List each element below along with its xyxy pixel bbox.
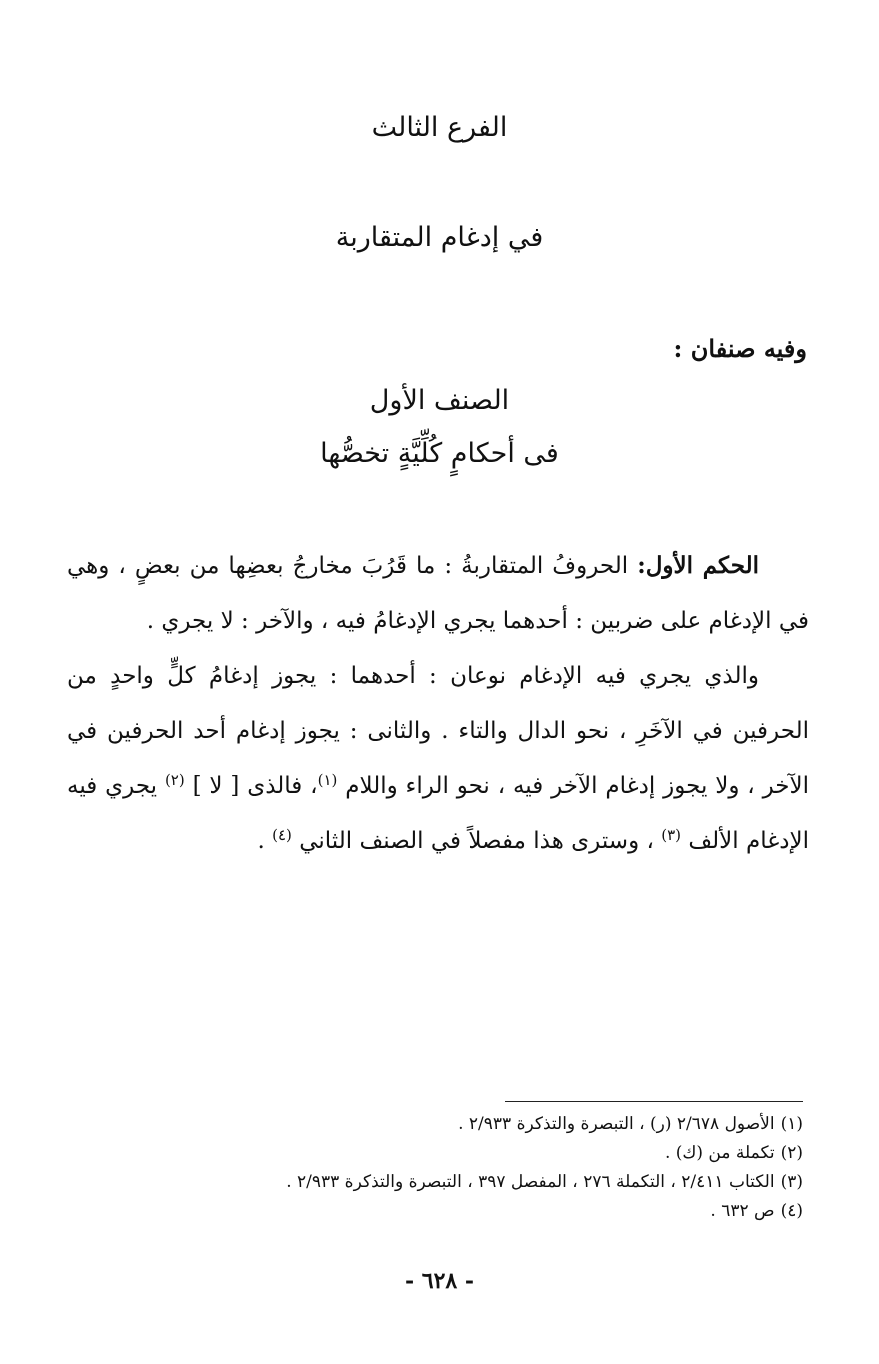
- page-number: - ٦٢٨ -: [404, 1268, 475, 1294]
- footnotes: [203, 1110, 803, 1226]
- footnote-item: [203, 1139, 803, 1168]
- paragraph-2-text-a: والذي يجري فيه الإدغام نوعان : أحدهما : يجوز إدغامُ كلٍّ واحدٍ من الحرفين في الآخَرِ ، نحو الدال والتاء . والثانى : يجوز إدغام أحد الحرفين في الآخر ، ولا يجوز إدغام الآخر فيه ، نحو الراء واللام: [67, 663, 810, 799]
- footnote-number: (٣): [780, 1172, 803, 1192]
- paragraph-1-text: الحروفُ المتقاربةُ : ما قَرُبَ مخارجُ بعضِها من بعضٍ ، وهي في الإدغام على ضربين : أحدهما يجري الإدغامُ فيه ، والآخر : لا يجري .: [67, 553, 809, 634]
- section-title: الصنف الأول: [369, 385, 510, 416]
- footnote-text: الكتاب ٢/٤١١ ، التكملة ٢٧٦ ، المفصل ٣٩٧ ، التبصرة والتذكرة ٢/٩٣٣ .: [286, 1172, 775, 1192]
- paragraph-2-text-e: .: [257, 828, 265, 854]
- footnote-text: تكملة من (ك) .: [664, 1143, 775, 1163]
- rule-label: الحكم الأول:: [637, 552, 759, 579]
- footnote-number: (٢): [780, 1143, 803, 1163]
- section-subtitle: فى أحكامٍ كُلِّيَّةٍ تخصُّها: [320, 438, 559, 469]
- subject-title: في إدغام المتقاربة: [335, 222, 544, 253]
- footnote-ref-3: (٣): [661, 826, 682, 844]
- editorial-bracket: [ لا ]: [192, 773, 240, 799]
- paragraph-2-text-d: ، وسترى هذا مفصلاً في الصنف الثاني: [299, 828, 654, 854]
- paragraph-first-rule: [67, 538, 809, 649]
- footnote-number: (١): [780, 1114, 803, 1134]
- footnote-text: ص ٦٣٢ .: [710, 1201, 775, 1221]
- footnote-item: [203, 1168, 803, 1197]
- footnote-ref-4: (٤): [272, 826, 292, 844]
- footnote-number: (٤): [780, 1201, 803, 1221]
- footnote-ref-1: (١): [317, 771, 338, 789]
- paragraph-second: [67, 649, 809, 869]
- paragraph-2-text-b: ، فالذى: [247, 773, 318, 799]
- footnote-item: [203, 1110, 803, 1139]
- paragraph-2-text-c: يجري فيه الإدغام الألف: [67, 773, 809, 854]
- footnote-separator: [505, 1101, 803, 1102]
- footnote-text: الأصول ٢/٦٧٨ (ر) ، التبصرة والتذكرة ٢/٩٣٣ .: [458, 1114, 775, 1134]
- footnote-item: [203, 1197, 803, 1226]
- intro-line: وفيه صنفان :: [673, 334, 807, 363]
- footnote-ref-2: (٢): [164, 771, 185, 789]
- body-text: [67, 538, 809, 869]
- branch-title: الفرع الثالث: [371, 112, 508, 143]
